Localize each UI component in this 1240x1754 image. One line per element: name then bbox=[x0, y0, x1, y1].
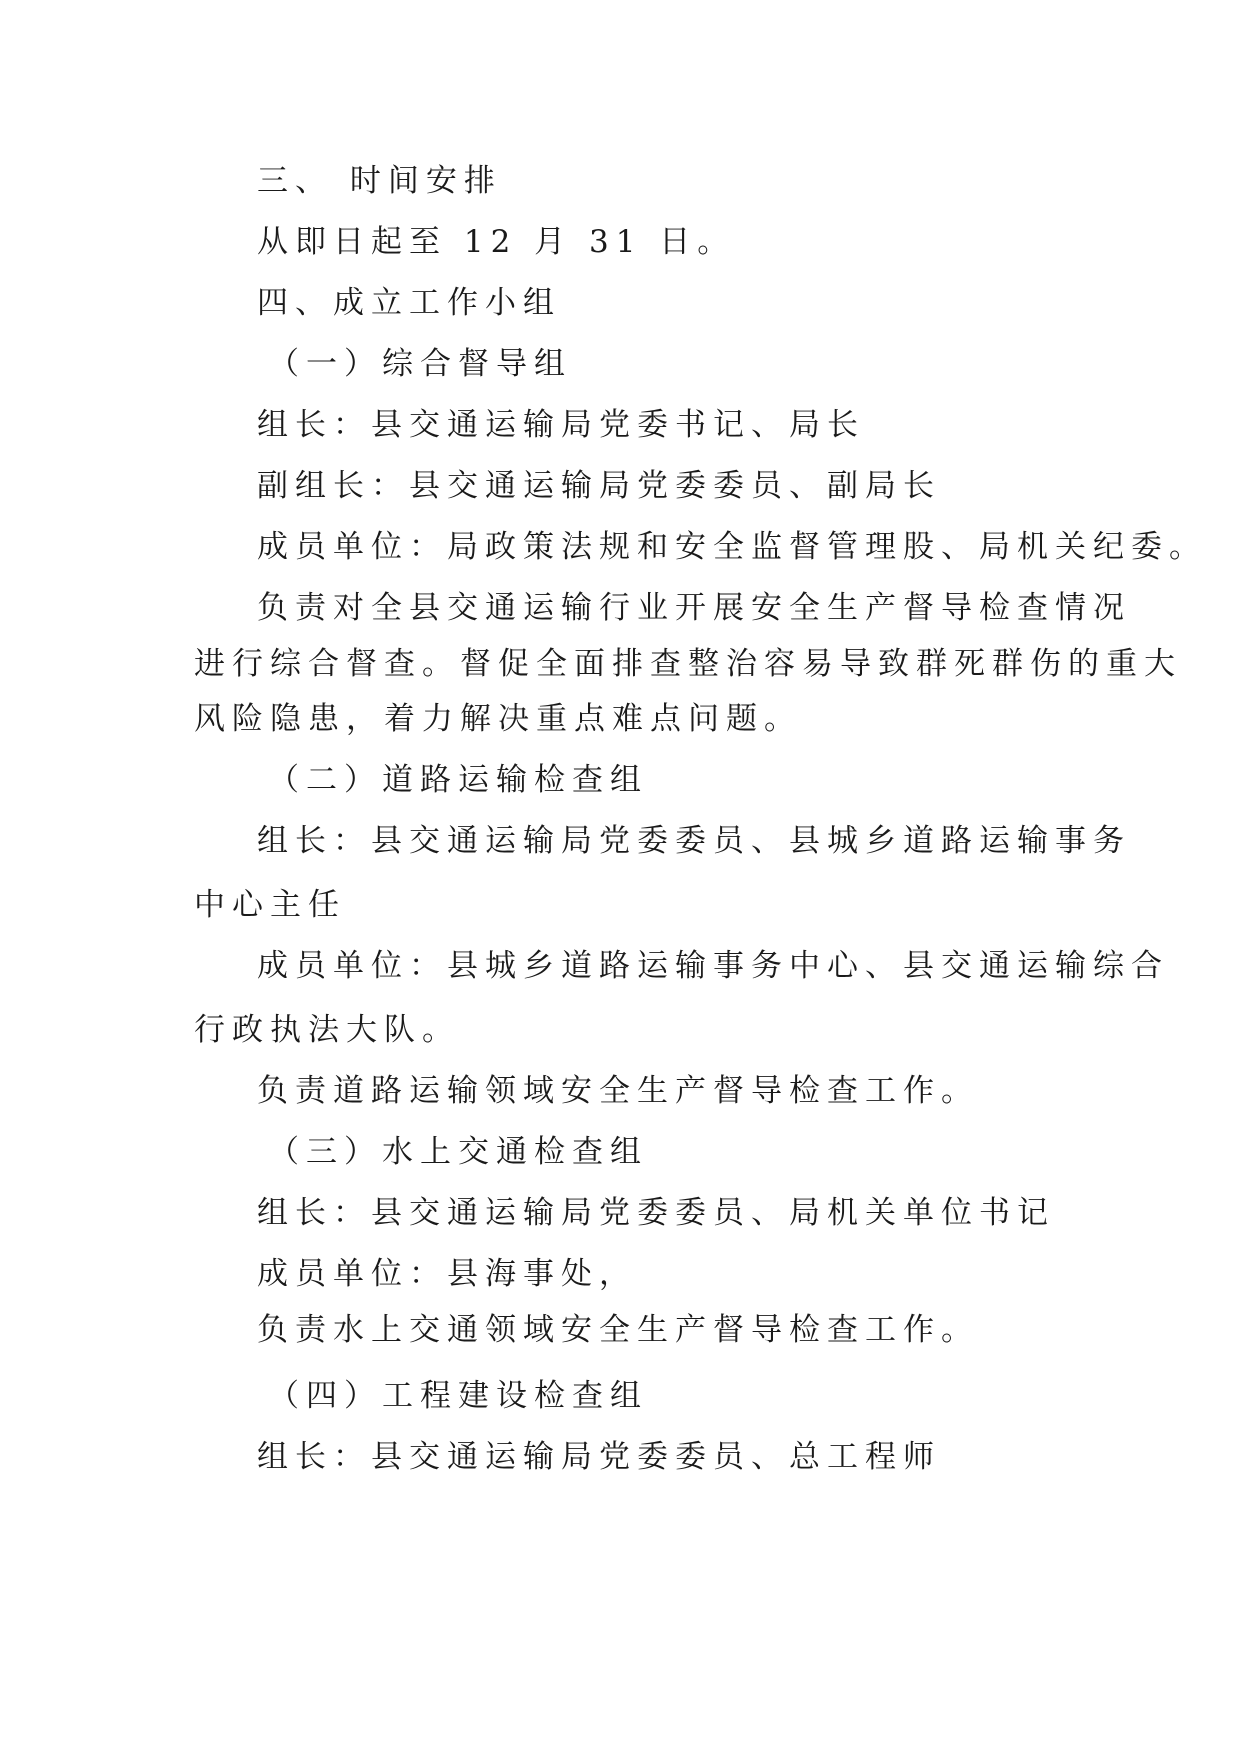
section-heading-time-schedule: 三、 时间安排 bbox=[257, 163, 502, 199]
subheading-comprehensive-group: （一）综合督导组 bbox=[268, 346, 572, 382]
subheading-engineering-group: （四）工程建设检查组 bbox=[268, 1378, 648, 1414]
paragraph-deputy-leader-1: 副组长：县交通运输局党委委员、副局长 bbox=[257, 468, 941, 504]
paragraph-member-units-1: 成员单位：局政策法规和安全监督管理股、局机关纪委。 bbox=[257, 529, 1207, 565]
paragraph-time-range: 从即日起至 12 月 31 日。 bbox=[257, 224, 736, 260]
paragraph-duty-1-line-1: 负责对全县交通运输行业开展安全生产督导检查情况 bbox=[257, 590, 1131, 626]
paragraph-duty-1-line-3: 风险隐患，着力解决重点难点问题。 bbox=[194, 701, 802, 737]
paragraph-group-leader-2-line-2: 中心主任 bbox=[194, 887, 346, 923]
paragraph-duty-3: 负责水上交通领域安全生产督导检查工作。 bbox=[257, 1312, 979, 1348]
paragraph-duty-2: 负责道路运输领域安全生产督导检查工作。 bbox=[257, 1073, 979, 1109]
section-heading-working-groups: 四、成立工作小组 bbox=[257, 285, 561, 321]
paragraph-member-units-2-line-2: 行政执法大队。 bbox=[194, 1012, 460, 1048]
paragraph-group-leader-2-line-1: 组长：县交通运输局党委委员、县城乡道路运输事务 bbox=[257, 823, 1131, 859]
subheading-road-transport-group: （二）道路运输检查组 bbox=[268, 762, 648, 798]
paragraph-group-leader-4: 组长：县交通运输局党委委员、总工程师 bbox=[257, 1439, 941, 1475]
paragraph-group-leader-1: 组长：县交通运输局党委书记、局长 bbox=[257, 407, 865, 443]
paragraph-duty-1-line-2: 进行综合督查。督促全面排查整治容易导致群死群伤的重大 bbox=[194, 646, 1182, 682]
subheading-water-transport-group: （三）水上交通检查组 bbox=[268, 1134, 648, 1170]
paragraph-group-leader-3: 组长：县交通运输局党委委员、局机关单位书记 bbox=[257, 1195, 1055, 1231]
paragraph-member-units-2-line-1: 成员单位：县城乡道路运输事务中心、县交通运输综合 bbox=[257, 948, 1169, 984]
paragraph-member-units-3: 成员单位：县海事处， bbox=[257, 1256, 637, 1292]
